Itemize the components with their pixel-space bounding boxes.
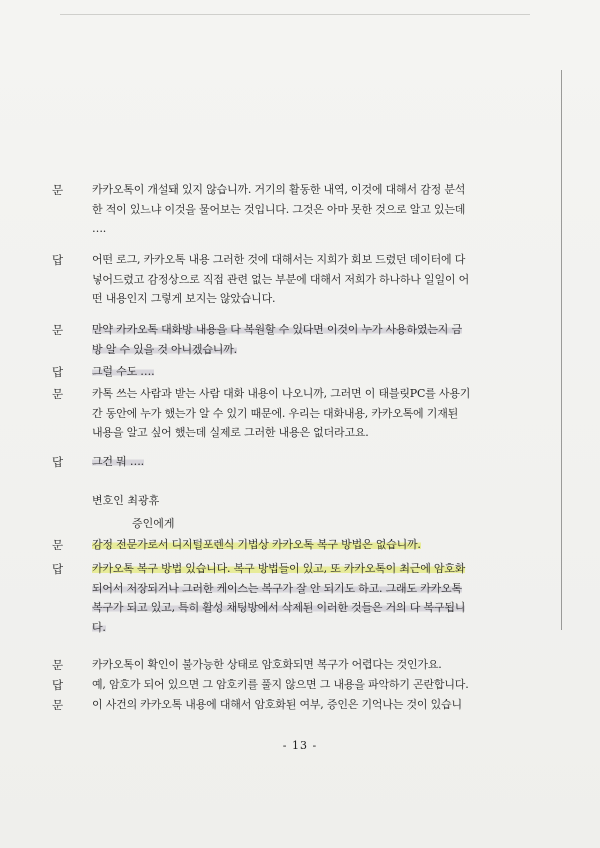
qa-block <box>52 655 512 675</box>
highlighted-text: 만약 카카오톡 대화방 내용을 다 복원할 수 있다면 이것이 누가 사용하였는지 금 <box>92 323 462 336</box>
text-line <box>92 535 512 555</box>
qa-text <box>92 320 512 359</box>
speaker-addressee: 증인에게 <box>132 517 175 530</box>
question-marker: 문 <box>52 658 64 672</box>
qa-block <box>52 452 512 472</box>
page-number: - 13 - <box>282 739 318 752</box>
line-text: 카카오톡이 확인이 불가능한 상태로 암호화되면 복구가 어렵다는 것인가요. <box>92 658 442 671</box>
qa-text <box>92 384 512 443</box>
highlighted-text: 감정 전문가로서 디지털포렌식 기법상 카카오톡 복구 방법은 없습니까. <box>92 538 421 551</box>
qa-text <box>92 250 512 309</box>
text-line <box>92 384 512 404</box>
answer-marker: 답 <box>52 562 64 576</box>
highlighted-text: 그건 뭐 …. <box>92 455 144 468</box>
qa-text <box>92 559 512 637</box>
qa-text <box>92 180 512 239</box>
qa-block <box>52 180 512 239</box>
answer-marker: 답 <box>52 678 64 692</box>
text-line <box>92 289 512 309</box>
answer-marker: 답 <box>52 365 64 379</box>
text-line <box>92 695 512 715</box>
text-line <box>92 618 512 638</box>
qa-block <box>52 362 512 382</box>
question-marker: 문 <box>52 183 64 197</box>
highlighted-text: 다. <box>92 620 106 634</box>
highlighted-text: 되어서 저장되거나 그러한 케이스는 복구가 잘 안 되기도 하고. 그래도 카카오톡 <box>92 581 462 595</box>
qa-text <box>92 362 512 382</box>
text-line <box>92 219 512 239</box>
text-line <box>92 579 512 599</box>
text-line <box>92 200 512 220</box>
text-line <box>92 320 512 340</box>
text-line <box>92 598 512 618</box>
highlighted-text: 카카오톡 복구 방법 있습니다. 복구 방법들이 있고, 또 카카오톡이 최근에 암호화 <box>92 562 466 575</box>
qa-block <box>52 320 512 359</box>
line-text: 넣어드렸고 감정상으로 직접 관련 없는 부분에 대해서 저희가 하나하나 일일이 어 <box>92 272 470 286</box>
line-text: 이 사건의 카카오톡 내용에 대해서 암호화된 여부, 증인은 기억나는 것이 있습니 <box>92 698 462 711</box>
text-line <box>92 655 512 675</box>
qa-text <box>92 695 512 715</box>
scan-artifact-line <box>60 14 530 15</box>
qa-block <box>52 559 512 637</box>
qa-text <box>92 452 512 472</box>
question-marker: 문 <box>52 698 64 712</box>
qa-text <box>92 675 512 695</box>
qa-block <box>52 675 512 695</box>
answer-marker: 답 <box>52 455 64 469</box>
qa-block <box>52 250 512 309</box>
qa-block <box>52 535 512 555</box>
qa-text <box>92 535 512 555</box>
highlighted-text: 방 알 수 있을 것 아니겠습니까. <box>92 342 237 356</box>
line-text: …. <box>92 222 107 235</box>
text-line <box>92 423 512 443</box>
text-line <box>92 362 512 382</box>
qa-block <box>52 384 512 443</box>
speaker-name: 변호인 최광휴 <box>92 494 160 507</box>
line-text: 카톡 쓰는 사람과 받는 사람 대화 내용이 나오니까, 그러면 이 태블릿PC를 사용기 <box>92 387 471 400</box>
line-text: 카카오톡이 개설돼 있지 않습니까. 거기의 활동한 내역, 이것에 대해서 감정 분석 <box>92 183 466 196</box>
text-line <box>92 250 512 270</box>
text-line <box>92 559 512 579</box>
answer-marker: 답 <box>52 253 64 267</box>
text-line <box>92 340 512 360</box>
qa-text <box>92 655 512 675</box>
line-text: 간 동안에 누가 했는가 알 수 있기 때문에. 우리는 대화내용, 카카오톡에 기재된 <box>92 406 459 420</box>
line-text: 떤 내용인지 그렇게 보지는 않았습니다. <box>92 292 276 305</box>
text-line <box>92 452 512 472</box>
highlighted-text: 그럴 수도 …. <box>92 365 155 378</box>
text-line <box>92 675 512 695</box>
scan-artifact-edge <box>561 70 562 630</box>
question-marker: 문 <box>52 387 64 401</box>
highlighted-text: 복구가 되고 있고, 특히 활성 채팅방에서 삭제된 이러한 것들은 거의 다 복구됩니 <box>92 601 466 614</box>
text-line <box>92 270 512 290</box>
line-text: 한 적이 있느냐 이것을 물어보는 것입니다. 그것은 아마 못한 것으로 알고 있는데 <box>92 202 466 216</box>
question-marker: 문 <box>52 323 64 337</box>
text-line <box>92 180 512 200</box>
qa-block <box>52 695 512 715</box>
text-line <box>92 404 512 424</box>
question-marker: 문 <box>52 538 64 552</box>
line-text: 예, 암호가 되어 있으면 그 암호키를 풀지 않으면 그 내용을 파악하기 곤란합니다. <box>92 678 469 691</box>
line-text: 내용을 알고 싶어 했는데 실제로 그러한 내용은 없더라고요. <box>92 426 369 439</box>
line-text: 어떤 로그, 카카오톡 내용 그러한 것에 대해서는 지희가 회보 드렸던 데이터에 다 <box>92 253 466 266</box>
